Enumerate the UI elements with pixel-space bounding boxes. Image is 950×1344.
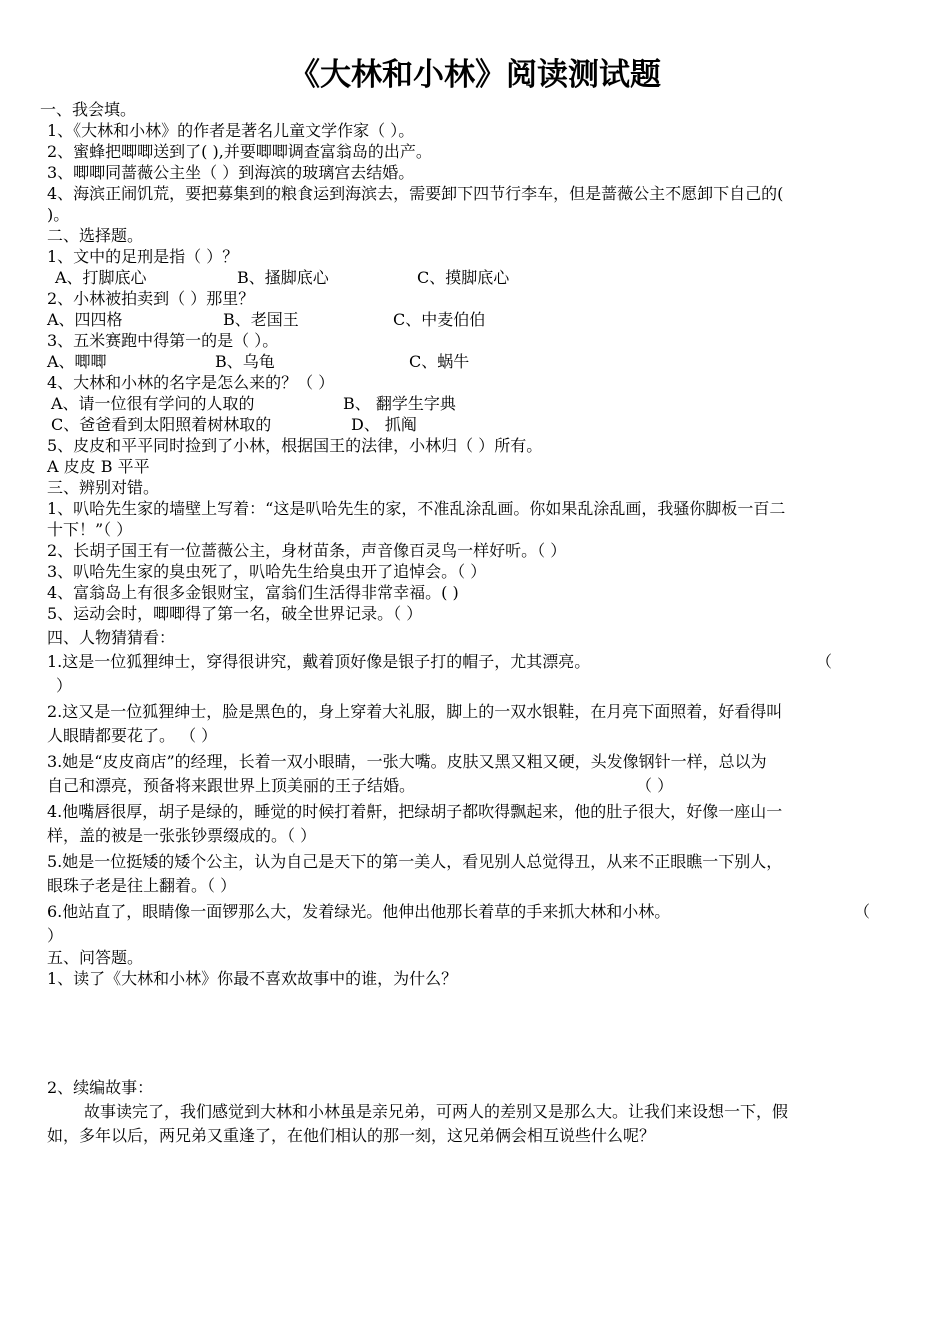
section-5-heading: 五、问答题。 [47,948,144,967]
essay-question-2-prompt-line-2: 如，多年以后，两兄弟又重逢了，在他们相认的那一刻，这兄弟俩会相互说些什么呢？ [47,1126,656,1145]
section-4-heading: 四、人物猜猜看： [47,628,176,647]
option-b: B、 翻学生字典 [343,394,456,413]
option-a: A、四四格 [47,310,123,329]
choice-question-4: 4、大林和小林的名字是怎么来的？（ ） [47,373,335,392]
essay-question-2: 2、续编故事： [47,1078,154,1097]
choice-question-4-options-row-2 [47,414,647,435]
guess-question-6-line-2: ） [47,926,64,945]
guess-question-4-line-2: 样，盖的被是一张张钞票缀成的。（ ） [47,826,317,845]
section-1-heading: 一、我会填。 [40,100,137,119]
option-d: D、 抓阄 [351,415,417,434]
fill-question-4-line-1: 4、海滨正闹饥荒，要把募集到的粮食运到海滨去，需要卸下四节行李车，但是蔷薇公主不愿卸下自己的( [47,184,784,203]
guess-question-5-line-1: 5.她是一位挺矮的矮个公主，认为自己是天下的第一美人，看见别人总觉得丑，从来不正眼瞧一下别人， [47,852,783,871]
choice-question-2: 2、小林被拍卖到（ ）那里？ [47,289,255,308]
essay-question-1: 1、读了《大林和小林》你最不喜欢故事中的谁，为什么？ [47,969,458,988]
guess-question-3-line-1: 3.她是“皮皮商店”的经理，长着一双小眼睛，一张大嘴。皮肤又黑又粗又硬，头发像钢针一样，总以为 [47,752,767,771]
fill-question-4-line-2: )。 [47,205,70,224]
fill-question-3: 3、唧唧同蔷薇公主坐（ ）到海滨的玻璃宫去结婚。 [47,163,415,182]
choice-question-3-options [47,351,647,372]
option-c: C、摸脚底心 [417,268,510,287]
choice-question-1-options [47,267,647,288]
option-b: B、搔脚底心 [237,268,329,287]
guess-question-1-paren-open: （ [816,652,833,671]
true-false-question-5: 5、运动会时，唧唧得了第一名，破全世界记录。（ ） [47,604,423,623]
true-false-question-1-line-2: 十下！”（ ） [47,520,133,539]
guess-question-3-line-2: 自己和漂亮，预备将来跟世界上顶美丽的王子结婚。 [47,776,416,795]
true-false-question-1-line-1: 1、叭哈先生家的墙壁上写着：“这是叭哈先生的家，不准乱涂乱画。你如果乱涂乱画，我骚你脚板一百二 [47,499,786,518]
choice-question-2-options [47,309,647,330]
choice-question-5-options: A 皮皮 B 平平 [47,457,150,476]
guess-question-6-line-1: 6.他站直了，眼睛像一面锣那么大，发着绿光。他伸出他那长着草的手来抓大林和小林。 [47,902,671,921]
section-2-heading: 二、选择题。 [47,226,144,245]
true-false-question-3: 3、叭哈先生家的臭虫死了，叭哈先生给臭虫开了追悼会。（ ） [47,562,487,581]
option-b: B、老国王 [223,310,299,329]
true-false-question-4: 4、富翁岛上有很多金银财宝，富翁们生活得非常幸福。( ) [47,583,459,602]
guess-question-4-line-1: 4.他嘴唇很厚，胡子是绿的，睡觉的时候打着鼾，把绿胡子都吹得飘起来，他的肚子很大，好像一座山一 [47,802,783,821]
guess-question-3-answer-paren: （ ） [636,776,674,795]
guess-question-5-line-2: 眼珠子老是往上翻着。（ ） [47,876,237,895]
guess-question-2-line-2: 人眼睛都要花了。 （ ） [47,726,218,745]
option-c: C、中麦伯伯 [393,310,486,329]
true-false-question-2: 2、长胡子国王有一位蔷薇公主，身材苗条，声音像百灵鸟一样好听。（ ） [47,541,567,560]
section-3-heading: 三、辨别对错。 [47,478,160,497]
option-a: A、打脚底心 [55,268,147,287]
essay-question-2-prompt-line-1: 故事读完了，我们感觉到大林和小林虽是亲兄弟，可两人的差别又是那么大。让我们来设想一下，假 [84,1102,789,1121]
choice-question-3: 3、五米赛跑中得第一的是（ ）。 [47,331,279,350]
option-c: C、爸爸看到太阳照着树林取的 [51,415,272,434]
page-title: 《大林和小林》阅读测试题 [289,57,661,93]
fill-question-2: 2、蜜蜂把唧唧送到了( ),并要唧唧调查富翁岛的出产。 [47,142,432,161]
guess-question-1-line-1: 1.这是一位狐狸绅士，穿得很讲究，戴着顶好像是银子打的帽子，尤其漂亮。 [47,652,591,671]
option-b: B、乌龟 [215,352,275,371]
choice-question-5: 5、皮皮和平平同时捡到了小林，根据国王的法律，小林归（ ）所有。 [47,436,543,455]
guess-question-6-paren-open: （ [854,902,871,921]
guess-question-1-line-2: ） [56,676,73,695]
option-c: C、蜗牛 [409,352,470,371]
option-a: A、请一位很有学问的人取的 [51,394,255,413]
choice-question-1: 1、文中的足刑是指（ ）？ [47,247,239,266]
choice-question-4-options-row-1 [47,393,647,414]
fill-question-1: 1、《大林和小林》的作者是著名儿童文学作家（ ）。 [47,121,415,140]
guess-question-2-line-1: 2.这又是一位狐狸绅士，脸是黑色的，身上穿着大礼服，脚上的一双水银鞋，在月亮下面照着，好看得叫 [47,702,783,721]
option-a: A、唧唧 [47,352,107,371]
